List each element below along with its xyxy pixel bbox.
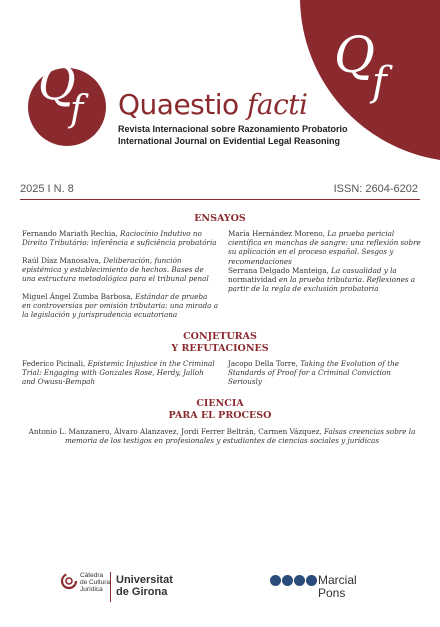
article-entry: Serrana Delgado Manteiga, La casualidad y la normatividad en la prueba tributaria. Reflexiones a partir de la regla de exclusión probatoria [228,266,416,294]
section-heading-ensayos: ENSAYOS [194,213,246,224]
catedra-label: Càtedra de Cultura Jurídica [80,572,110,593]
section-heading-conjeturas: CONJETURAS Y REFUTACIONES [171,331,269,354]
article-entry: María Hernández Moreno, La prueba pericial científica en manchas de sangre: una reflexión sobre su aplicación en el proceso español. Sesgos y recomendaciones [228,229,421,266]
article-entry: Federico Picinali, Epistemic Injustice in the Criminal Trial: Engaging with Gonzales Rose, Herdy, Jalloh and Owusu-Bempah [22,359,215,387]
subtitle-english: International Journal on Evidential Legal Reasoning [118,136,341,146]
journal-title: Quaestio facti [118,88,308,121]
article-entry: Miguel Ángel Zumba Barbosa, Estándar de prueba en controversias por omisión tributaria: una mirada a la legislación y jurisprudencia ecuatoriana [22,292,218,320]
article-entry: Antonio L. Manzanero, Álvaro Alanzavez, Jordi Ferrer Beltrán, Carmen Vázquez, Falsas creencias sobre la memoria de los testigos en profesionales y estudiantes de ciencias sociales y jurídicas [28,427,416,446]
section-heading-ciencia: CIENCIA PARA EL PROCESO [168,398,272,421]
issn: ISSN: 2604-6202 [333,183,418,195]
publisher-divider [110,572,111,602]
marcial-pons-label: Marcial Pons [318,573,357,600]
article-entry: Jacopo Della Torre, Taking the Evolution of the Standards of Proof for a Criminal Conviction Seriously [228,359,399,387]
universitat-de-girona-label: Universitat de Girona [116,574,173,598]
subtitle-spanish: Revista Internacional sobre Razonamiento Probatorio [118,124,348,134]
corner-logo-f: f [372,59,387,105]
logo-letter-q: Q [38,56,76,110]
catedra-logo-icon [60,572,78,590]
divider [20,199,420,200]
logo-letter-f: f [70,89,84,130]
issue-number: 2025 I N. 8 [20,183,74,195]
corner-logo-q: Q [334,26,375,84]
article-entry: Fernando Mariath Rechia, Raciocínio Indutivo no Direito Tributário: inferência e suficiência probatória [22,229,217,248]
article-entry: Raúl Díaz Manosalva, Deliberación, función epistémica y establecimiento de hechos. Bases de una estructura metodológica para el tribunal penal [22,256,209,284]
